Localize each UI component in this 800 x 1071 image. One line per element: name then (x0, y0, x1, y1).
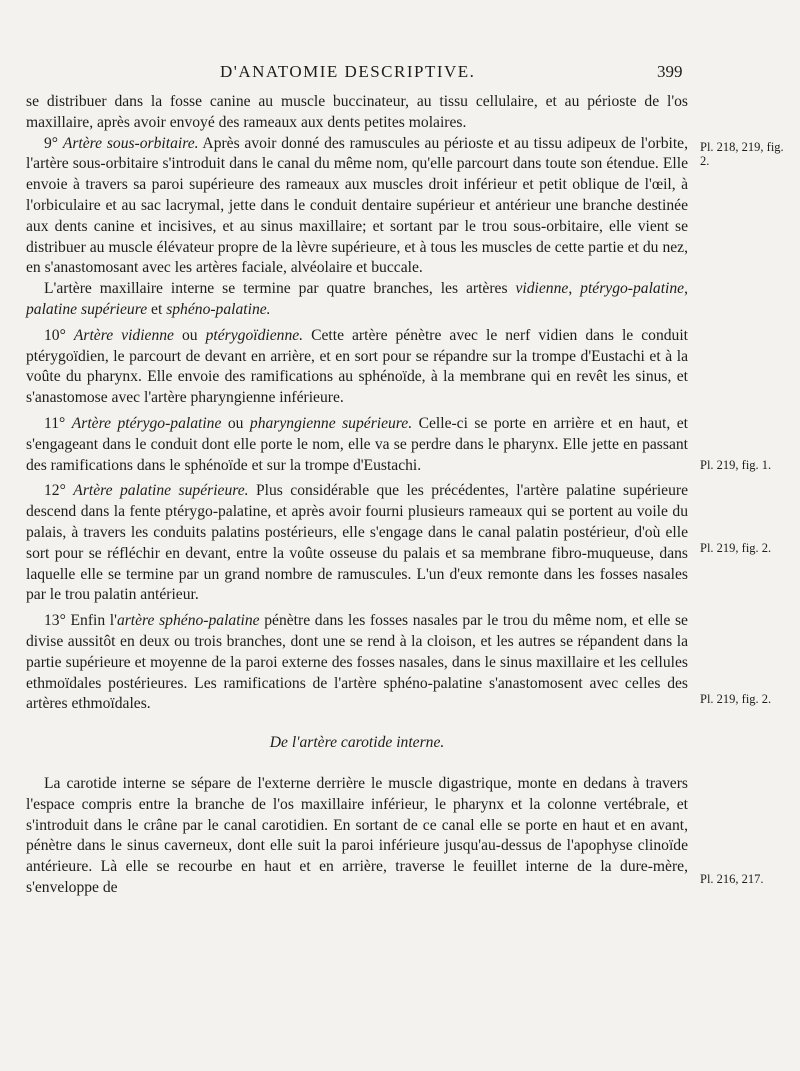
paragraph-continuation: se distribuer dans la fosse canine au muscle buccinateur, au tissu cellulaire, et au périoste de l'os maxillaire, après avoir envoyé des rameaux aux dents petites molaires. (26, 93, 688, 131)
paragraph-palatine-superieure (26, 481, 688, 606)
item-number: 9° (44, 134, 59, 152)
term-pterygo-palatine: ptérygo-palatine (580, 280, 685, 298)
term-vidienne: vidienne (515, 280, 569, 298)
paragraph-spheno-palatine (26, 611, 688, 715)
paragraph-text: L'artère maxillaire interne se termine par quatre branches, les artères (44, 280, 516, 298)
term-pterygoidienne: ptérygoïdienne. (205, 326, 304, 344)
paragraph-text: Enfin l' (65, 612, 117, 630)
separator: ou (173, 326, 206, 344)
paragraph-text: Cette artère pénètre avec le nerf vidien dans le conduit ptérygoïdien, le parcourt de devant en arrière, et en sort pour se répandre sur la trompe d'Eustachi et à la voûte du pharynx. Elle envoie des ramifications au sphénoïde, à la membrane qui en revêt les sinus, et s'anastomose avec l'artère pharyngienne inférieure. (26, 326, 689, 407)
paragraph-maxillaire-interne (26, 279, 688, 321)
separator: , (568, 280, 581, 298)
running-head: D'ANATOMIE DESCRIPTIVE. (220, 62, 476, 81)
term-sous-orbitaire: Artère sous-orbitaire. (62, 134, 199, 152)
separator: et (147, 300, 167, 318)
margin-note: Pl. 219, fig. 2. (700, 541, 772, 555)
body-text (26, 92, 688, 899)
paragraph-text: Après avoir donné des ramuscules au périoste et au tissu adipeux de l'orbite, l'artère sous-orbitaire s'introduit dans le canal du même nom, qu'elle parcourt dans toute son étendue. Elle envoie à travers sa paroi supérieure des rameaux aux muscles droit inférieur et petit oblique de l'œil, à l'orbiculaire et au sac lacrymal, jette dans le conduit dentaire supérieur et antérieur une branche destinée aux dents canine et incisives, et au sinus maxillaire; et sortant par le trou sous-orbitaire, elle vient se distribuer au muscle élévateur propre de la lèvre supérieure, et à tous les muscles de cette partie et du nez, en s'anastomosant avec les artères faciale, alvéolaire et buccale. (26, 134, 688, 277)
item-number: 10° (44, 326, 66, 344)
item-number: 12° (44, 482, 66, 500)
paragraph-vidienne (26, 326, 688, 409)
term-vidienne: Artère vidienne (73, 326, 174, 344)
separator: ou (221, 414, 250, 432)
item-number: 13° (44, 612, 66, 630)
paragraph-text: Plus considérable que les précédentes, l'artère palatine supérieure descend dans la fente ptérygo-palatine, et après avoir fourni plusieurs rameaux qui se portent au voile du palais, à travers les conduits palatins postérieurs, elle s'engage dans le canal palatin postérieur, d'où elle sort pour se réfléchir en devant, entre la voûte osseuse du palais et sa membrane fibro-muqueuse, dans laquelle elle se termine par un grand nombre de ramuscules. L'un d'eux remonte dans les fosses nasales par le trou palatin antérieur. (26, 482, 688, 604)
term-spheno-palatine: artère sphéno-palatine (116, 612, 260, 630)
margin-note: Pl. 216, 217. (700, 872, 764, 886)
margin-note: Pl. 218, 219, fig. 2. (700, 140, 784, 168)
paragraph-sous-orbitaire (26, 134, 688, 280)
margin-note: Pl. 219, fig. 2. (700, 692, 772, 706)
separator: , (684, 280, 689, 298)
term-pterygo-palatine: Artère ptérygo-palatine (71, 414, 222, 432)
paragraph-text: Celle-ci se porte en arrière et en haut, et s'engageant dans le conduit dont elle porte le nom, elle va se perdre dans le pharynx. Elle jette en passant des ramifications dans le sphénoïde et sur la trompe d'Eustachi. (26, 414, 689, 474)
item-number: 11° (44, 414, 66, 432)
term-pharyngienne-superieure: pharyngienne supérieure. (249, 414, 413, 432)
page-number: 399 (657, 62, 683, 81)
paragraph-pterygo-palatine (26, 414, 688, 476)
section-heading: De l'artère carotide interne. (269, 734, 445, 752)
term-palatine-superieure: Artère palatine supérieure. (73, 482, 249, 500)
term-palatine-superieure: palatine supérieure (26, 300, 148, 318)
paragraph-carotide-interne: La carotide interne se sépare de l'externe derrière le muscle digastrique, monte en dedans à travers l'espace compris entre la branche de l'os maxillaire inférieur, le pharynx et la colonne vertébrale, et s'introduit dans le crâne par le canal carotidien. En sortant de ce canal elle se porte en haut et en avant, pénètre dans le sinus caverneux, dont elle suit la paroi inférieure jusqu'au-dessus de l'apophyse clinoïde antérieure. Là elle se recourbe en haut et en arrière, traverse le feuillet interne de la dure-mère, s'enveloppe de (26, 774, 688, 896)
paragraph-text: pénètre dans les fosses nasales par le trou du même nom, et elle se divise aussitôt en deux ou trois branches, dont une se rend à la cloison, et les autres se répandent dans la partie supérieure et moyenne de la paroi externe des fosses nasales, dans le sinus maxillaire et les cellules ethmoïdales postérieures. Les ramifications de l'artère sphéno-palatine s'anastomosent avec celles des artères ethmoïdales. (26, 612, 688, 713)
term-spheno-palatine: sphéno-palatine. (166, 300, 271, 318)
margin-note: Pl. 219, fig. 1. (700, 458, 772, 472)
